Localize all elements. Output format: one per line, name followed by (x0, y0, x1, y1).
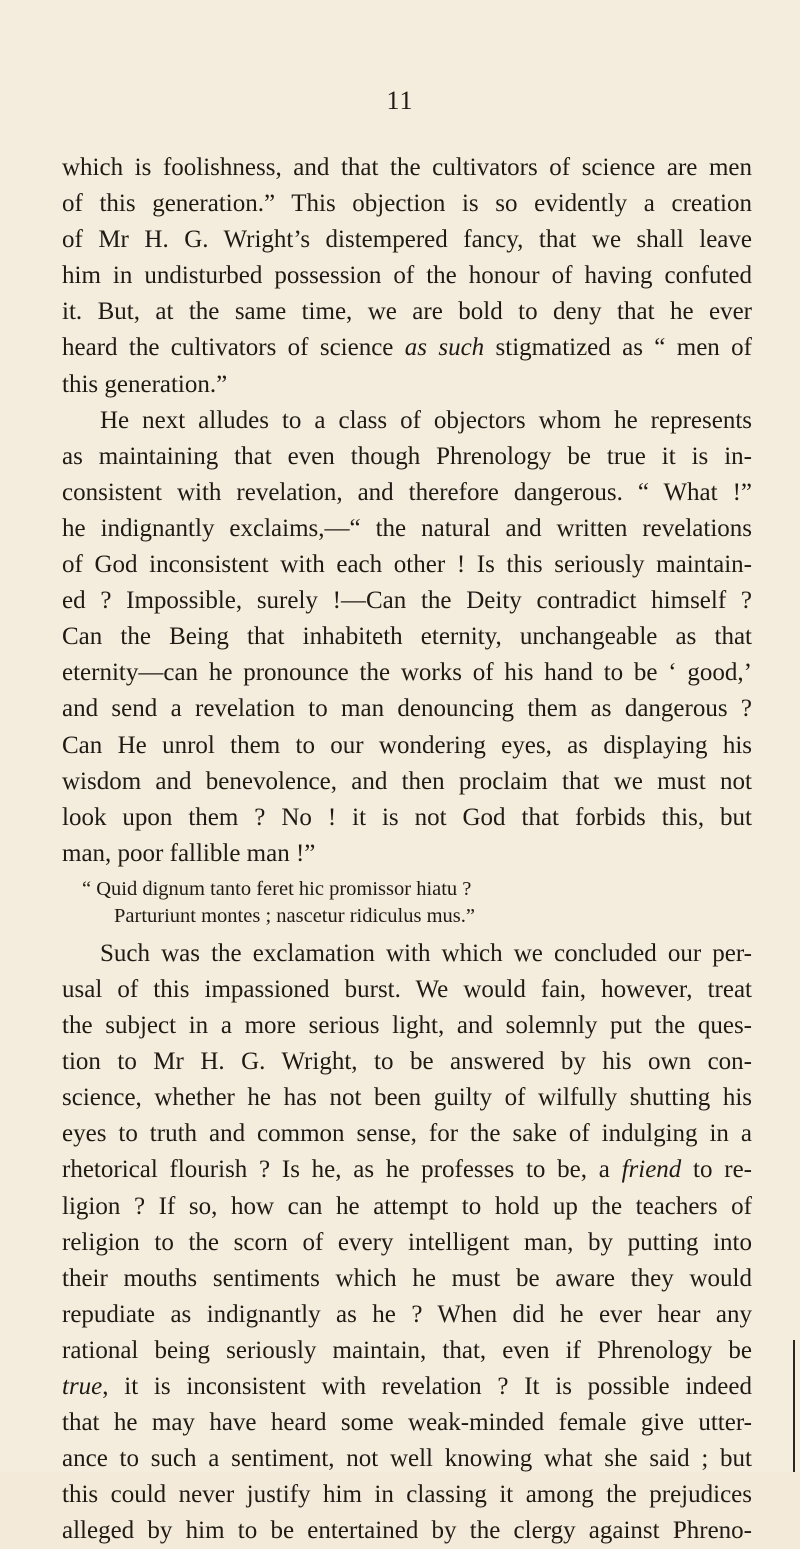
text-line: wisdom and benevolence, and then proclaim that we must not (62, 767, 752, 795)
emphasis: true (62, 1373, 103, 1400)
text-line: science, whether he has not been guilty of wilfully shutting his (62, 1084, 752, 1112)
text-line: rhetorical flourish ? Is he, as he professes to be, a friend to re- (62, 1156, 752, 1184)
text-line: Can the Being that inhabiteth eternity, unchangeable as that (62, 623, 752, 651)
paragraph-block-1 (62, 150, 752, 872)
text-line: it. But, at the same time, we are bold to deny that he ever (62, 298, 752, 326)
text-line: heard the cultivators of science as such stigmatized as “ men of (62, 334, 752, 362)
text-line: as maintaining that even though Phrenology be true it is in- (62, 442, 752, 470)
text-line: rational being seriously maintain, that, even if Phrenology be (62, 1336, 752, 1364)
text-line: man, poor fallible man !” (62, 839, 316, 867)
text-line: this could never justify him in classing it among the prejudices (62, 1481, 752, 1509)
text-line: their mouths sentiments which he must be aware they would (62, 1264, 752, 1292)
text-line: of Mr H. G. Wright’s distempered fancy, that we shall leave (62, 226, 752, 254)
text-line: true, it is inconsistent with revelation ? It is possible indeed (62, 1373, 752, 1400)
text-line: that he may have heard some weak-minded female give utter- (62, 1409, 752, 1437)
text-line: ed ? Impossible, surely !—Can the Deity contradict himself ? (62, 587, 752, 615)
text-line: the subject in a more serious light, and solemnly put the ques- (62, 1012, 752, 1040)
text-line: he indignantly exclaims,—“ the natural and written revelations (62, 514, 752, 542)
text-line: usal of this impassioned burst. We would fain, however, treat (62, 975, 752, 1003)
text-line: ligion ? If so, how can he attempt to hold up the teachers of (62, 1192, 752, 1220)
emphasis: friend (621, 1156, 682, 1184)
paragraph-block-2 (62, 936, 752, 1549)
text-line: of God inconsistent with each other ! Is this seriously maintain- (62, 551, 752, 579)
quotation-line-1: “ Quid dignum tanto feret hic promissor hiatu ? (82, 877, 472, 900)
text-line: him in undisturbed possession of the honour of having confuted (62, 262, 752, 290)
text-line: look upon them ? No ! it is not God that forbids this, but (62, 803, 752, 831)
emphasis: as such (404, 334, 485, 362)
latin-quotation (62, 876, 752, 930)
page-edge-line (793, 1340, 795, 1472)
text-line: ance to such a sentiment, not well knowing what she said ; but (62, 1445, 752, 1473)
page-number: 11 (386, 86, 414, 115)
text-line: religion to the scorn of every intelligent man, by putting into (62, 1228, 752, 1256)
text-line: of this generation.” This objection is so evidently a creation (62, 190, 752, 218)
body-text (62, 150, 752, 1549)
text-line: Such was the exclamation with which we concluded our per- (100, 939, 752, 967)
text-line: eyes to truth and common sense, for the sake of indulging in a (62, 1120, 752, 1148)
text-line: and send a revelation to man denouncing them as dangerous ? (62, 695, 752, 723)
quotation-line-2: Parturiunt montes ; nascetur ridiculus mus.” (114, 904, 475, 927)
text-line: Can He unrol them to our wondering eyes, as displaying his (62, 731, 752, 759)
text-line: eternity—can he pronounce the works of his hand to be ‘ good,’ (62, 659, 752, 687)
text-line: this generation.” (62, 370, 228, 398)
text-line: which is foolishness, and that the cultivators of science are men (62, 154, 752, 181)
text-line: tion to Mr H. G. Wright, to be answered by his own con- (62, 1048, 752, 1076)
text-line: He next alludes to a class of objectors whom he represents (100, 406, 752, 434)
text-line: consistent with revelation, and therefore dangerous. “ What !” (62, 478, 752, 506)
text-line: repudiate as indignantly as he ? When did he ever hear any (62, 1300, 752, 1328)
text-line: alleged by him to be entertained by the clergy against Phreno- (62, 1517, 752, 1545)
